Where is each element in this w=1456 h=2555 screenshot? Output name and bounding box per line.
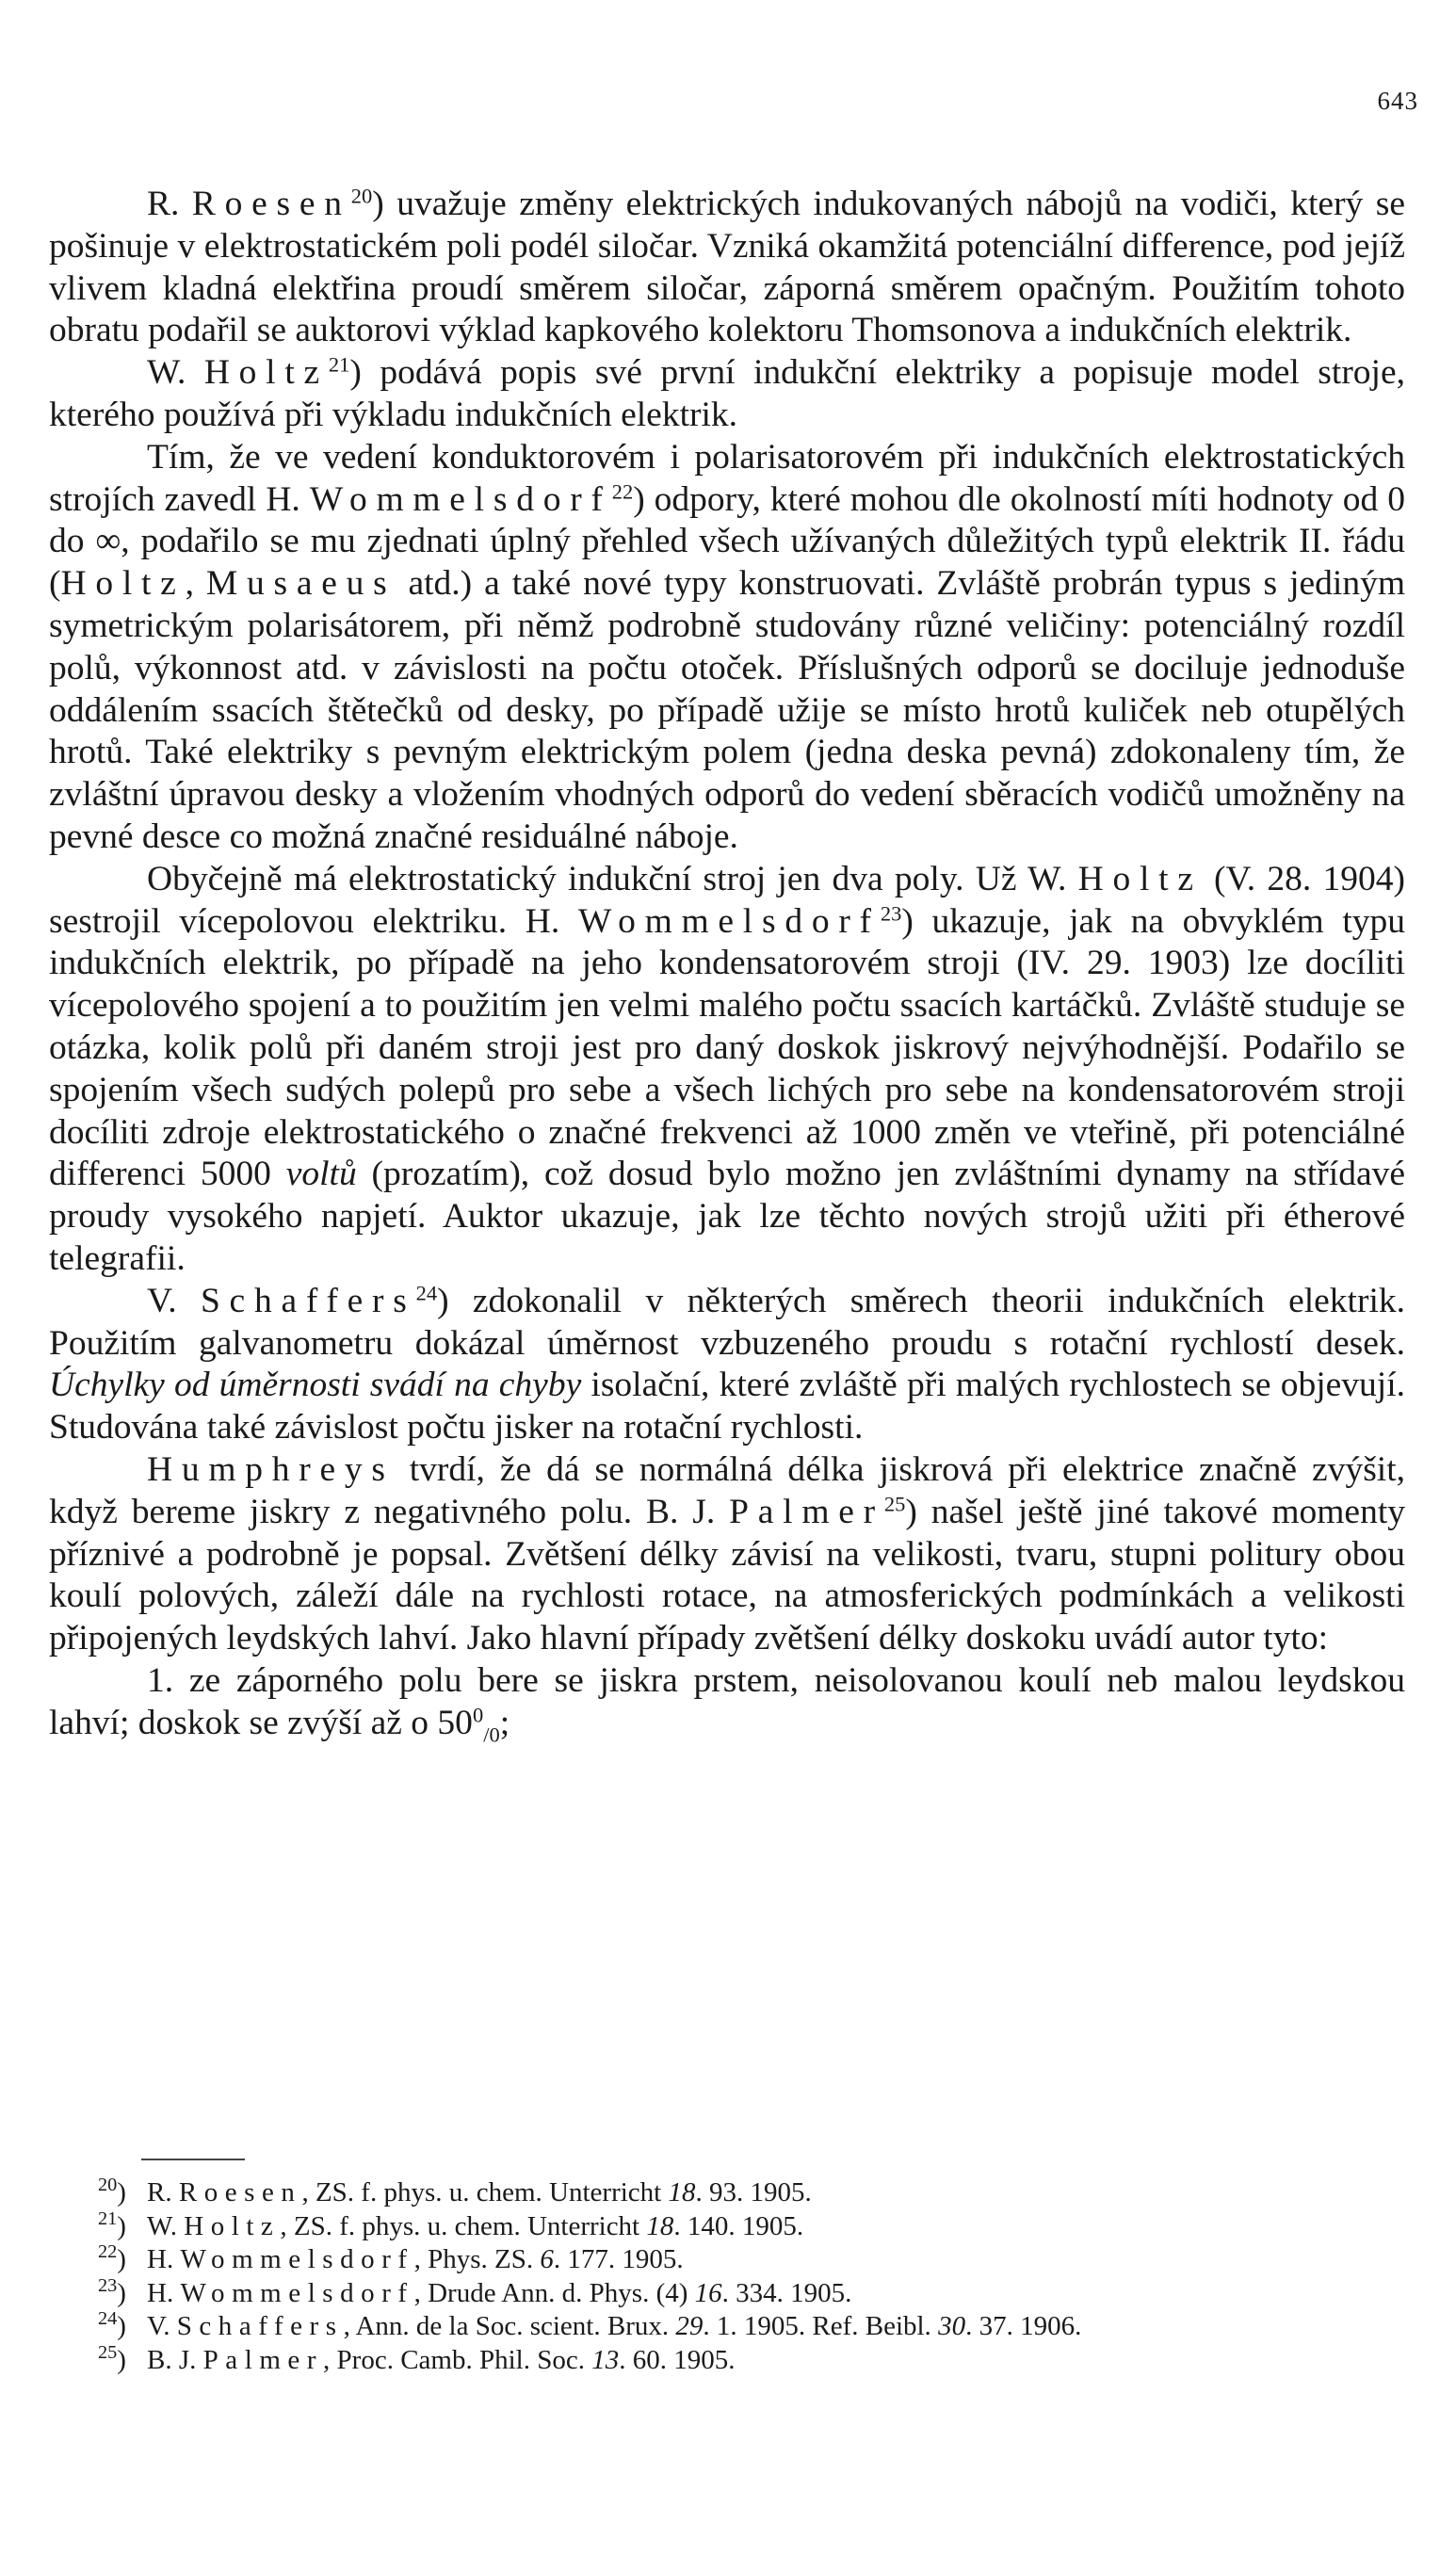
text-run: isolační, které zvláště při malých rychlostech se objevují. Studována také závislost počtu jisker na rotační rychlosti. — [49, 1366, 1405, 1447]
footnote-number-text: 25 — [98, 2341, 118, 2363]
text-run: . 37. 1906. — [965, 2311, 1082, 2341]
author-name: Roesen — [191, 185, 351, 223]
unit-italic: voltů — [285, 1155, 357, 1194]
footnote — [49, 2207, 1405, 2244]
footnote-number-text: 20 — [98, 2174, 118, 2195]
text-run: , Phys. ZS. — [413, 2244, 541, 2274]
italic-run: Úchylky od úměrnosti svádí na chyby — [49, 1366, 582, 1405]
text-run: tvrdí, že dá se normálná délka jiskrová při elektrice značně zvýšit, když bereme jiskry z negativného polu. B. J. — [49, 1449, 1405, 1531]
text-run: V. — [147, 1281, 201, 1320]
article-body — [49, 184, 1405, 1756]
percent-sup: 0 — [472, 1703, 484, 1727]
text-run: ) ukazuje, jak na obvyklém typu indukčních elektrik, po případě na jeho kondensatorovém stroji (IV. 29. 1903) lze docíliti vícepolového spojení a to použitím jen velmi malého počtu ssacích kartáčků. Zvláště studuje se otázka, kolik polů při daném stroji jest pro daný doskok jiskrový nejvýhodnější. Podařilo se spojením všech sudých polepů pro sebe a všech lichých pro sebe na kondensatorovém stroji docíliti zdroje elektrostatického o značné frekvenci až 1000 změn ve vteřině, při potenciálné differenci 5000 — [49, 901, 1406, 1194]
text-run: . 140. 1905. — [673, 2210, 804, 2241]
footnote-ref: 20 — [350, 184, 373, 208]
author-name: Palmer — [729, 1492, 884, 1531]
text-run: . 60. 1905. — [619, 2344, 736, 2375]
text-run: Obyčejně má elektrostatický indukční stroj jen dva poly. Už W. — [147, 859, 1078, 898]
paragraph-humphreys — [49, 1449, 1405, 1660]
text-run: . 93. 1905. — [695, 2177, 812, 2207]
text-run: ; — [499, 1703, 510, 1742]
author-name: Schaffers — [176, 2311, 344, 2341]
text-run: ) zdokonalil v některých směrech theorii indukčních elektrik. Použitím galvanometru dokázal úměrnost vzbuzeného proudu s rotační rychlostí desek. — [49, 1281, 1405, 1363]
footnote-number: $^{25}$) — [98, 2341, 126, 2375]
footnote — [49, 2307, 1405, 2344]
footnote-rule — [141, 2159, 245, 2160]
footnote-ref: 24 — [415, 1281, 438, 1305]
text-run: (prozatím), což dosud bylo možno jen zvláštními dynamy na střídavé proudy vysokého napjetí. Auktor ukazuje, jak lze těchto nových strojů užiti při étherové telegrafii. — [49, 1155, 1406, 1278]
volume: 18 — [668, 2177, 696, 2207]
footnote-number-text: 21 — [98, 2207, 118, 2229]
volume: 16 — [694, 2277, 722, 2308]
footnote-number: $^{23}$) — [98, 2274, 126, 2308]
footnote — [49, 2341, 1405, 2378]
text-run: W. — [147, 353, 204, 393]
author-name: Holtz — [1077, 859, 1203, 898]
text-run: , — [185, 564, 206, 604]
text-run: , ZS. f. phys. u. chem. Unterricht — [301, 2177, 669, 2207]
footnote-ref: 25 — [883, 1492, 906, 1516]
author-name: Holtz — [60, 564, 186, 604]
text-run: ) podává popis své první indukční elektriky a popisuje model stroje, kterého používá při výkladu indukčních elektrik. — [49, 353, 1405, 434]
author-name: Palmer — [202, 2344, 324, 2375]
text-run: (V. 28. 1904) sestrojil vícepolovou elektriku. H. — [49, 859, 1405, 941]
text-run: R. — [147, 185, 192, 223]
text-run: . 1. 1905. Ref. Beibl. — [703, 2311, 939, 2341]
text-run: 1. ze záporného polu bere se jiskra prstem, neisolovanou koulí neb malou leydskou lahví; doskok se zvýší až o 50 — [49, 1660, 1405, 1742]
text-run: V. — [147, 2311, 177, 2341]
author-name: Wommelsdorf — [180, 2277, 414, 2308]
footnote-ref: 22 — [611, 479, 634, 504]
text-run: B. J. — [147, 2344, 203, 2375]
paragraph-multipole — [49, 859, 1405, 1281]
text-run: ) uvažuje změny elektrických indukovaných nábojů na vodiči, který se pošinuje v elektrostatickém poli podél siločar. Vzniká okamžitá potenciální difference, pod jejíž vlivem kladná elektřina proudí směrem siločar, záporná směrem opačným. Použitím tohoto obratu podařil se auktorovi výklad kapkového kolektoru Thomsonova a indukčních elektrik. — [49, 185, 1405, 350]
footnotes — [49, 2176, 1405, 2377]
text-run: H. — [147, 2244, 181, 2274]
text-run: , Proc. Camb. Phil. Soc. — [323, 2344, 592, 2375]
footnote-ref: 21 — [328, 352, 350, 377]
text-run: , Drude Ann. d. Phys. (4) — [413, 2277, 695, 2308]
percent-sub: /0 — [483, 1722, 500, 1747]
volume: 30 — [938, 2311, 966, 2341]
footnote-number-text: 22 — [98, 2240, 118, 2262]
footnote-ref: 23 — [880, 901, 902, 926]
footnote-number: $^{24}$) — [98, 2307, 126, 2341]
volume: 29 — [675, 2311, 704, 2341]
author-name: Wommelsdorf — [577, 901, 881, 941]
text-run: W. — [147, 2210, 185, 2241]
author-name: Holtz — [203, 353, 329, 393]
author-name: Wommelsdorf — [180, 2244, 414, 2274]
author-name: Wommelsdorf — [309, 479, 612, 519]
footnote-number: $^{20}$) — [98, 2174, 126, 2207]
text-run: , Ann. de la Soc. scient. Brux. — [343, 2311, 676, 2341]
text-run: ) našel ještě jiné takové momenty příznivé a podrobně je popsal. Zvětšení délky závisí na velikosti, tvaru, stupni politury obou koulí polových, záleží dále na rychlosti rotace, na atmosferických podmínkách a velikosti připojených leydských lahví. Jako hlavní případy zvětšení délky doskoku uvádí autor tyto: — [49, 1492, 1405, 1658]
volume: 13 — [591, 2344, 620, 2375]
footnote-number: $^{21}$) — [98, 2207, 126, 2241]
text-run: ) odpory, které mohou dle okolností míti hodnoty od 0 do ∞, podařilo se mu zjednati úplný přehled všech užívaných důležitých typů elektrik II. řádu ( — [49, 479, 1405, 604]
text-run: . 177. 1905. — [553, 2244, 684, 2274]
text-run: H. — [147, 2277, 181, 2308]
text-run: , ZS. f. phys. u. chem. Unterricht — [280, 2210, 647, 2241]
author-name: Humphreys — [147, 1449, 395, 1489]
text-run: R. — [147, 2177, 179, 2207]
text-run: Tím, že ve vedení konduktorovém i polarisatorovém při indukčních elektrostatických strojích zavedl H. — [49, 437, 1405, 519]
author-name: Holtz — [184, 2210, 281, 2241]
footnote — [49, 2240, 1405, 2277]
author-name: Roesen — [178, 2177, 302, 2207]
volume: 18 — [646, 2210, 674, 2241]
footnote-number-text: 23 — [98, 2274, 118, 2296]
footnote-number-text: 24 — [98, 2307, 118, 2329]
author-name: Schaffers — [200, 1281, 416, 1320]
paragraph-schaffers — [49, 1281, 1405, 1449]
paragraph-holtz — [49, 352, 1405, 437]
text-run: atd.) a také nové typy konstruovati. Zvláště probrán typus s jediným symetrickým polarisátorem, při němž podrobně studovány různé veličiny: potenciálný rozdíl polů, výkonnost atd. v závislosti na počtu otoček. Příslušných odporů se dociluje jednoduše oddálením ssacích štětečků od desky, po případě užije se místo hrotů kuliček neb otupělých hrotů. Také elektriky s pevným elektrickým polem (jedna deska pevná) zdokonaleny tím, že zvláštní úpravou desky a vložením vhodných odporů do vedení sběracích vodičů umožněny na pevné desce co možná značné residuálné náboje. — [49, 564, 1406, 856]
volume: 6 — [540, 2244, 554, 2274]
page-number: 643 — [1377, 87, 1418, 115]
footnote — [49, 2176, 1405, 2210]
text-run: . 334. 1905. — [721, 2277, 852, 2308]
paragraph-list-item-1 — [49, 1660, 1405, 1756]
paragraph-roesen — [49, 184, 1405, 352]
footnote-number: $^{22}$) — [98, 2240, 126, 2274]
footnote — [49, 2274, 1405, 2311]
author-name: Musaeus — [205, 564, 396, 604]
paragraph-wommelsdorf-resistors — [49, 437, 1405, 859]
